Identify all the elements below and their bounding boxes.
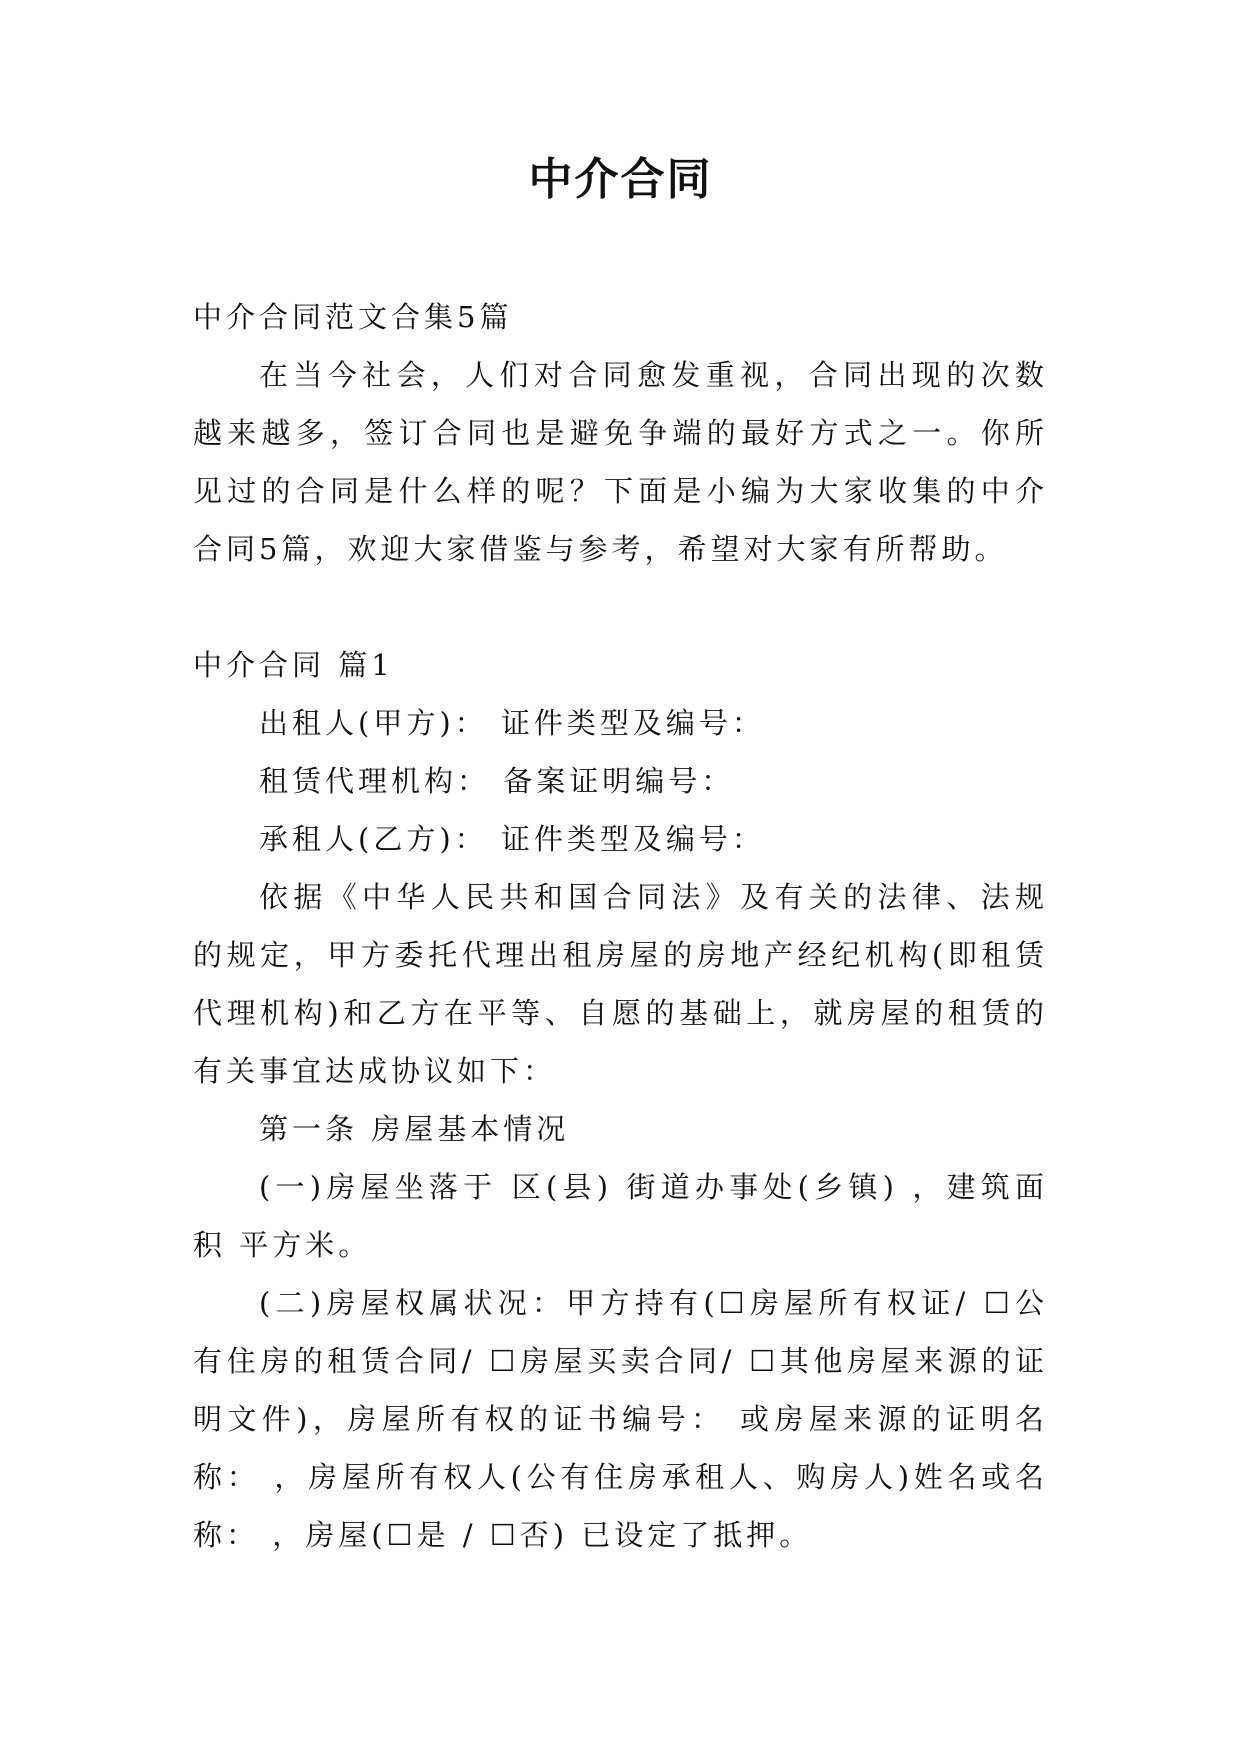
article-1-item-1: (一)房屋坐落于 区(县) 街道办事处(乡镇) ，建筑面积 平方米。: [193, 1170, 1048, 1262]
party-agency-line: 租赁代理机构： 备案证明编号：: [259, 764, 735, 798]
document-body: [193, 288, 1048, 1564]
party-lessee-line: 承租人(乙方)： 证件类型及编号：: [259, 822, 765, 856]
article-1-item-2: (二)房屋权属状况：甲方持有(☐房屋所有权证/ ☐公有住房的租赁合同/ ☐房屋买卖合同/ ☐其他房屋来源的证明文件)，房屋所有权的证书编号： 或房屋来源的证明名称： ，房屋所有权人(公有住房承租人、购房人)姓名或名称： ，房屋(☐是 / ☐否) 已设定了抵押。: [193, 1286, 1048, 1552]
intro-paragraph: 在当今社会，人们对合同愈发重视，合同出现的次数越来越多，签订合同也是避免争端的最好方式之一。你所见过的合同是什么样的呢？下面是小编为大家收集的中介合同5篇，欢迎大家借鉴与参考，希望对大家有所帮助。: [193, 358, 1048, 566]
legal-basis-paragraph: 依据《中华人民共和国合同法》及有关的法律、法规的规定，甲方委托代理出租房屋的房地产经纪机构(即租赁代理机构)和乙方在平等、自愿的基础上，就房屋的租赁的有关事宜达成协议如下：: [193, 880, 1048, 1088]
article-1-heading: 第一条 房屋基本情况: [259, 1112, 570, 1146]
party-lessor-line: 出租人(甲方)： 证件类型及编号：: [259, 706, 765, 740]
paragraph-gap: [193, 578, 1048, 636]
document-title: 中介合同: [528, 154, 713, 205]
section-heading: 中介合同 篇1: [193, 648, 394, 682]
collection-subtitle: 中介合同范文合集5篇: [193, 300, 513, 334]
